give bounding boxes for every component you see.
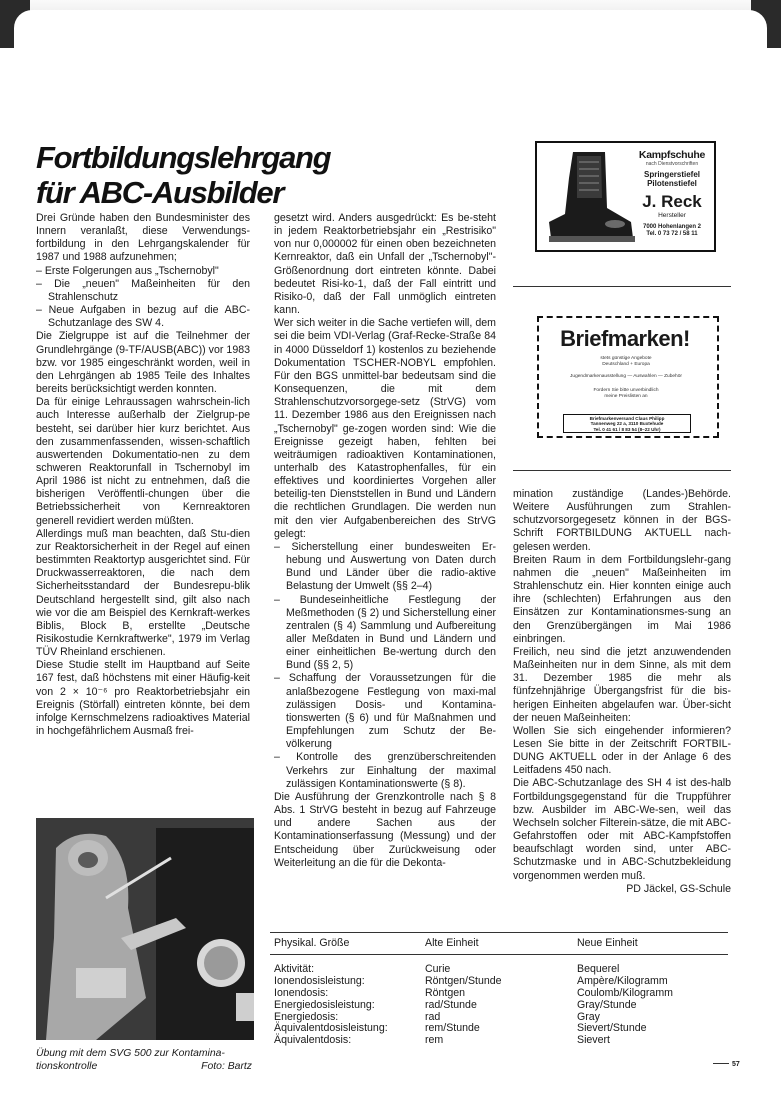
ad-address: 7000 Hohenlangen 2 xyxy=(642,224,702,230)
table-cell: Sievert/Stunde xyxy=(577,1022,647,1035)
table-cell: Gray/Stunde xyxy=(577,998,637,1011)
paragraph-text: Die ABC-Schutzanlage des SH 4 ist des-halb Fortbildungsgegenstand für die Truppführer bzw. Ausbilder im ABC-We-sen, weil das Wechseln solcher Filterein-sätze, die mit ABC-Gefahrstoffen oder mit ABC-Kampfstoffen beaufschlagt worden sind, unter ABC-Schutzmaske und in ABC-Schutzbekleidung vorgenommen werden muß. xyxy=(513,777,731,882)
ad-brand: J. Reck xyxy=(642,192,702,211)
advertisement-stamps xyxy=(537,316,719,438)
table-cell: Coulomb/Kilogramm xyxy=(577,986,673,999)
ad-product-line-1: Springerstiefel xyxy=(643,170,700,179)
ad-headline: Briefmarken! xyxy=(560,326,690,351)
page-top-band xyxy=(0,0,781,22)
photo-caption-text: Übung mit dem SVG 500 zur Kontamina-tionskontrolle xyxy=(36,1048,225,1072)
advertisement-boots xyxy=(535,141,716,252)
paragraph xyxy=(513,777,731,895)
list-item: – Sicherstellung einer bundesweiten Er-hebung und Auswertung von Daten durch Bund und Länder über die radio-aktive Belastung der Umwelt (§§ 2–4) xyxy=(274,540,496,593)
table-header: Neue Einheit xyxy=(577,937,638,949)
table-header-row xyxy=(270,937,728,951)
ad-phone: Tel. 0 73 72 / 58 11 xyxy=(646,231,698,237)
paragraph: Drei Gründe haben den Bundesminister des Innern veranlaßt, diese Verwendungs-fortbildung in den Lehrgangskalender für 1987 und 1988 aufzunehmen; xyxy=(36,212,250,264)
table-cell: Röntgen xyxy=(425,986,466,999)
table-row xyxy=(270,999,728,1011)
paragraph: Wollen Sie sich eingehender informieren? Lesen Sie bitte in der Zeitschrift FORTBIL-DUNG AKTUELL oder in der Anlage 6 des Leitfadens 450 nach. xyxy=(513,724,731,777)
photo-scene xyxy=(36,818,254,1040)
table-cell: rem xyxy=(425,1034,444,1047)
bullet-list xyxy=(274,541,496,791)
ad-line: stets günstige Angebote xyxy=(600,356,652,361)
list-item: – Bundeseinheitliche Festlegung der Meßmethoden (§ 2) und Sicherstellung einer zentralen (§ 4) Sammlung und Aufbereitung aller Meßdaten in Bund und Ländern und einer einheitlichen Be-wertung durch den Bund (§§ 2, 5) xyxy=(274,593,496,672)
table-cell: Curie xyxy=(425,963,451,975)
table-row xyxy=(270,963,728,975)
table-cell: Energiedosisleistung: xyxy=(274,998,375,1011)
table-row xyxy=(270,1022,728,1034)
paragraph: gesetzt wird. Anders ausgedrückt: Es be-steht in jedem Reaktorbetriebsjahr ein „Restrisiko" von nur 0,000002 für einen oben bezeichneten Kernreaktor, daß ein Unfall der „Tschernobyl"-Größenordnung dort eintreten könnte. Dabei bedeutet Risi-ko-1, daß der Fall eintritt und Risiko-0, daß der Fall unmöglich eintreten kann. xyxy=(274,212,496,317)
table-cell: Röntgen/Stunde xyxy=(425,974,502,987)
table-row xyxy=(270,975,728,987)
page-number: 57 xyxy=(732,1061,740,1068)
article-column-1 xyxy=(36,212,250,738)
table-cell: Äquivalentdosisleistung: xyxy=(274,1022,388,1035)
paragraph: mination zuständige (Landes-)Behörde. Weitere Ausführungen zum Strahlen-schutzvorsorgegesetz können in der BGS-Schrift FORTBILDUNG AKTUELL nach-gelesen werden. xyxy=(513,488,731,553)
paragraph: Allerdings muß man beachten, daß Stu-dien zur Reaktorsicherheit in der Regel auf einen bestimmten Reaktortyp ausgerichtet sind. Für Druckwasserreaktoren, die nach dem Sicherheitsstandard der Bundesrepu-blik Deutschland hergestellt sind, gilt also nach wie vor die am Beispiel des Kernkraft-werkes Biblis, Block B, erstellte „Deutsche Risikostudie Kernkraftwerke", 1979 im Verlag TÜV Rheinland erschienen. xyxy=(36,527,250,659)
ad-line: Deutschland + Europa xyxy=(602,362,650,367)
article-column-3 xyxy=(513,488,731,896)
table-cell: Äquivalentdosis: xyxy=(274,1034,352,1047)
column-divider xyxy=(513,470,731,471)
paragraph: Die Zielgruppe ist auf die Teilnehmer der Grundlehrgänge (9-TF/AUSB(ABC)) vor 1983 bzw. vor 1985 eingeschränkt worden, weil in den Lehrgängen ab 1985 Teile des Inhaltes bereits berücksichtigt werden konnten. xyxy=(36,330,250,396)
ad-contact-line: Tel. 0 41 61 / 8 83 54 (8–22 Uhr) xyxy=(593,426,661,432)
ad-contact-line: Tannenweg 22 a, 3110 Buxtehude xyxy=(590,421,664,427)
table-row xyxy=(270,1034,728,1046)
photo-credit: Foto: Bartz xyxy=(201,1061,252,1072)
table-cell: Ionendosis: xyxy=(274,986,329,999)
ad-line: meine Preislisten an xyxy=(604,394,648,399)
author-signature: PD Jäckel, GS-Schule xyxy=(626,882,731,895)
article-title xyxy=(36,140,476,210)
paragraph: Die Ausführung der Grenzkontrolle nach § 8 Abs. 1 StrVG besteht in bezug auf Fahrzeuge und andere Sachen aus der Kontaminationserfassung (Messung) und der Entscheidung über Zurückweisung oder Weiterleitung an die für die Dekonta- xyxy=(274,790,496,869)
list-item: – Kontrolle des grenzüberschreitenden Verkehrs zur Einhaltung der maximal zulässigen Kontaminationswerte (§ 8). xyxy=(274,751,496,790)
table-header: Alte Einheit xyxy=(425,937,479,949)
table-row xyxy=(270,987,728,999)
ad-contact-line: Briefmarkenversand Claus Philipp xyxy=(589,416,665,421)
table-cell: Energiedosis: xyxy=(274,1010,339,1023)
paragraph: Breiten Raum in dem Fortbildungslehr-gang nahmen die „neuen" Maßeinheiten im Strahlenschutz ein. Hier konnten einige auch ihre (schlechten) Erfahrungen aus den Einsätzen zur Kontaminationsmes-sung an den Grenzübergängen im Mai 1986 einbringen. xyxy=(513,553,731,645)
paragraph: Freilich, neu sind die jetzt anzuwendenden Maßeinheiten nur in dem Sinne, als mit dem 31. Dezember 1985 die mehr als fünfzehnjährige Übergangsfrist für die bis-herigen Einheiten abgelaufen war. Über-sicht der neuen Maßeinheiten: xyxy=(513,645,731,724)
ad-product-note: nach Dienstvorschriften xyxy=(645,161,699,167)
table-cell: rad xyxy=(425,1010,441,1023)
table-row xyxy=(270,1011,728,1023)
article-title-line-2: für ABC-Ausbilder xyxy=(36,175,284,210)
table-body xyxy=(270,963,728,1046)
ad-line: Fordern Sie bitte unverbindlich xyxy=(593,388,659,393)
photo-caption xyxy=(36,1047,252,1073)
list-item: – Erste Folgerungen aus „Tschernobyl" xyxy=(36,264,219,277)
boot-image xyxy=(543,148,635,245)
table-cell: Aktivität: xyxy=(274,963,315,975)
table-rule xyxy=(270,932,728,933)
table-cell: rem/Stunde xyxy=(425,1022,480,1035)
table-cell: rad/Stunde xyxy=(425,998,477,1011)
exercise-photo xyxy=(36,818,254,1040)
table-cell: Ampère/Kilogramm xyxy=(577,974,668,987)
paragraph: Da für einige Lehraussagen wahrschein-lich auch Interesse außerhalb der Zielgrup-pe besteht, sei darüber hier kurz berichtet. Aus den zusammenfassenden, wissen-schaftlich auswertenden Dokumentatio-nen zu dem schweren Reaktorunfall in Tschernobyl im April 1986 ist nicht zu entnehmen, daß die bisherigen Veröffentli-chungen über die Betriebssicherheit von Kernreaktoren generell revidiert werden müßten. xyxy=(36,396,250,527)
ad-contact-box xyxy=(563,414,691,433)
paragraph: Diese Studie stellt im Hauptband auf Seite 167 fest, daß höchstens mit einer Häufig-keit von 2 × 10⁻⁶ pro Reaktorbetriebsjahr ein Ereignis (Störfall) eintreten könnte, bei dem infolge Kernschmelzens radioaktives Material in hochgefährlichem Ausmaß frei- xyxy=(36,659,250,738)
table-cell: Bequerel xyxy=(577,963,620,975)
table-cell: Sievert xyxy=(577,1034,610,1047)
list-item: – Die „neuen" Maßeinheiten für den Strahlenschutz xyxy=(36,277,250,303)
table-header: Physikal. Größe xyxy=(274,937,350,949)
page-number-rule xyxy=(713,1063,729,1064)
table-rule xyxy=(270,954,728,955)
table-cell: Gray xyxy=(577,1010,600,1023)
ad-line: Jugendmarkenausstellung — Auswahlen — Zubehör xyxy=(570,374,682,379)
ad-product-name: Kampfschuhe xyxy=(638,149,706,161)
list-item: – Schaffung der Voraussetzungen für die anlaßbezogene Festlegung von maxi-mal zulässigen Dosis- und Kontamina-tionswerten (§ 6) und für Maßnahmen und Empfehlungen zum Schutz der Be-völkerung xyxy=(274,672,496,751)
article-title-line-1: Fortbildungslehrgang xyxy=(36,140,331,175)
ad-product-line-2: Pilotenstiefel xyxy=(647,179,697,188)
column-divider xyxy=(513,286,731,287)
advertisement-text xyxy=(635,149,709,238)
list-item: – Neue Aufgaben in bezug auf die ABC-Schutzanlage des SW 4. xyxy=(36,304,250,330)
table-cell: Ionendosisleistung: xyxy=(274,974,365,987)
page-top-rounding xyxy=(14,10,767,70)
bullet-list xyxy=(36,265,250,331)
paragraph: Wer sich weiter in die Sache vertiefen will, dem sei die beim VDI-Verlag (Graf-Recke-Straße 84 in 4000 Düsseldorf 1) kostenlos zu beziehende Dokumentation TSCHER-NOBYL empfohlen. Für den BGS unmittel-bar bedeutsam sind die Konsequenzen, die mit dem Strahlenschutzvorsorgege-setz (StrVG) vom 11. Dezember 1986 aus den Ereignissen nach „Tschernobyl" ge-zogen worden sind: Wie die Ereignisse gezeigt haben, fehlten bei weiträumigen radioaktiven Kontaminationen, unterhalb des Katastrophenfalles, für ein effektives und koordiniertes Vorgehen aller beteilig-ten Dienststellen in Bund und Ländern die rechtlichen Grundlagen. Die werden nun mit den vier Aufgabenbereichen des StrVG gelegt: xyxy=(274,317,496,540)
ad-role: Hersteller xyxy=(658,212,686,219)
article-column-2 xyxy=(274,212,496,870)
